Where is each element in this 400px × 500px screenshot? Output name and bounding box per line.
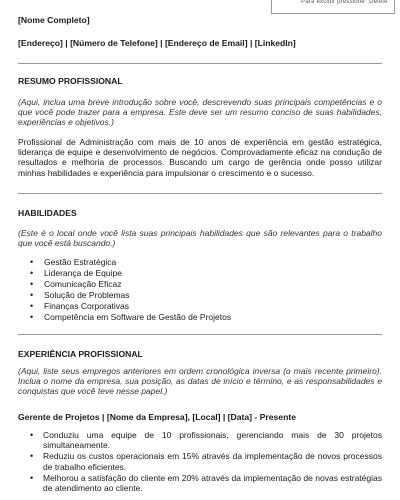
experience-instructions[interactable]: (Aqui, liste seus empregos anteriores em ordem cronológica inversa (o mais recente primeiro). Inclua o nome da empresa, sua posição, as datas de início e término, e as responsabilidades e conquistas que você teve nesse papel.) xyxy=(18,366,382,397)
bullet-icon: • xyxy=(30,430,34,440)
full-name[interactable]: [Nome Completo] xyxy=(18,15,90,25)
divider xyxy=(18,334,382,335)
delete-hint-text: Para excluir pressione "Delete" xyxy=(301,0,390,5)
list-item[interactable] xyxy=(30,312,231,323)
list-item[interactable] xyxy=(30,268,231,279)
bullet-icon: • xyxy=(30,312,34,322)
bullet-text: Reduziu os custos operacionais em 15% através da implementação de novos processos de trabalho eficientes. xyxy=(43,451,382,472)
bullet-icon: • xyxy=(30,451,34,462)
list-item[interactable] xyxy=(30,257,231,268)
skills-list xyxy=(30,257,231,323)
skill-label: Gestão Estratégica xyxy=(44,257,117,267)
list-item[interactable] xyxy=(30,301,231,312)
list-item[interactable] xyxy=(30,473,382,493)
bullet-text: Melhorou a satisfação do cliente em 20% através da implementação de novas estratégias de atendimento ao cliente. xyxy=(43,472,382,494)
job-title[interactable]: Gerente de Projetos | [Nome da Empresa], [Local] | [Data] - Presente xyxy=(18,412,296,422)
skill-label: Comunicação Eficaz xyxy=(44,279,122,289)
bullet-icon: • xyxy=(30,290,34,300)
bullet-icon: • xyxy=(30,279,34,289)
experience-bullets xyxy=(30,430,382,494)
skills-instructions[interactable]: (Este é o local onde você lista suas principais habilidades que são relevantes para o trabalho que você está buscando.) xyxy=(18,228,382,249)
bullet-icon: • xyxy=(30,301,34,311)
summary-text[interactable]: Profissional de Administração com mais de 10 anos de experiência em gestão estratégica, liderança de equipe e desenvolvimento de negócios. Comprovadamente eficaz na condução de resultados e melhoria de processos. Buscando um cargo de gerência onde posso utilizar minhas habilidades e experiência para impulsionar o crescimento e o sucesso. xyxy=(18,137,382,178)
summary-instructions[interactable]: (Aqui, inclua uma breve introdução sobre você, descrevendo suas principais competências e o que você pode trazer para a empresa. Este deve ser um resumo conciso de suas habilidades, experiências e objetivos.) xyxy=(18,97,382,128)
delete-hint-note xyxy=(271,0,395,14)
skill-label: Solução de Problemas xyxy=(44,290,130,300)
bullet-icon: • xyxy=(30,257,34,267)
divider xyxy=(18,193,382,194)
skill-label: Competência em Software de Gestão de Projetos xyxy=(44,312,232,322)
list-item[interactable] xyxy=(30,451,382,471)
list-item[interactable] xyxy=(30,430,382,450)
bullet-icon: • xyxy=(30,268,34,278)
divider xyxy=(18,63,382,64)
experience-heading: EXPERIÊNCIA PROFISSIONAL xyxy=(18,349,143,359)
list-item[interactable] xyxy=(30,290,231,301)
summary-heading: RESUMO PROFISSIONAL xyxy=(18,76,123,86)
bullet-text: Conduziu uma equipe de 10 profissionais, gerenciando mais de 30 projetos simultaneamente. xyxy=(43,430,382,451)
list-item[interactable] xyxy=(30,279,231,290)
contact-line[interactable]: [Endereço] | [Número de Telefone] | [Endereço de Email] | [LinkedIn] xyxy=(18,38,296,48)
skill-label: Finanças Corporativas xyxy=(44,301,130,311)
skills-heading: HABILIDADES xyxy=(18,208,77,218)
skill-label: Liderança de Equipe xyxy=(44,268,122,278)
bullet-icon: • xyxy=(30,472,34,483)
